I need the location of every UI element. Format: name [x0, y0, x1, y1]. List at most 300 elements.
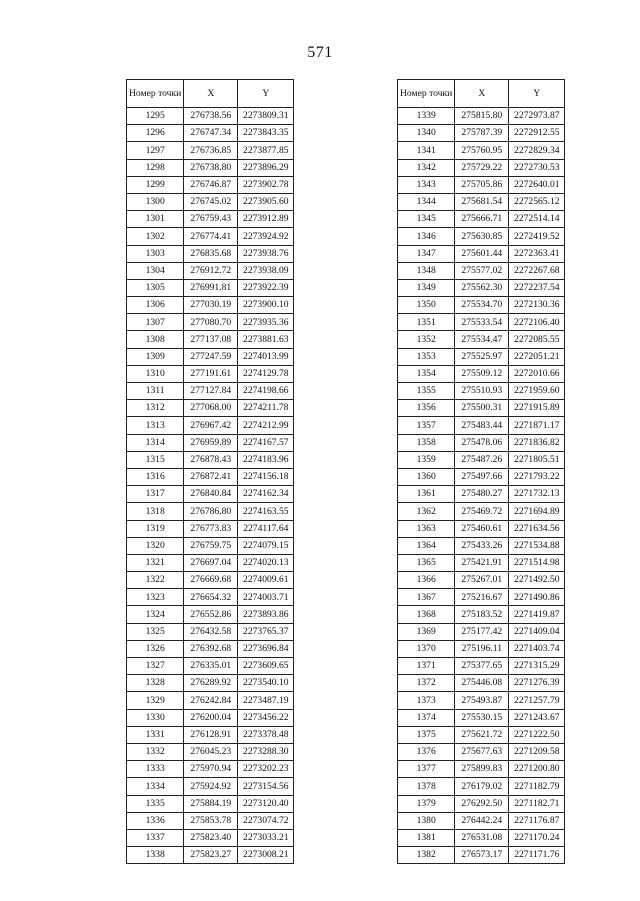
cell-point-number: 1342 — [398, 159, 455, 176]
table-row — [398, 589, 565, 606]
cell-y: 2272267.68 — [509, 262, 565, 279]
cell-x: 275196.11 — [455, 640, 509, 657]
table-row — [127, 709, 294, 726]
cell-y: 2273843.35 — [238, 125, 294, 142]
cell-x: 276738.80 — [184, 159, 238, 176]
cell-x: 275530.15 — [455, 709, 509, 726]
cell-point-number: 1319 — [127, 520, 184, 537]
table-row — [127, 623, 294, 640]
cell-y: 2273120.40 — [238, 795, 294, 812]
cell-y: 2272640.01 — [509, 176, 565, 193]
cell-y: 2272565.12 — [509, 193, 565, 210]
cell-y: 2273809.31 — [238, 108, 294, 125]
cell-y: 2272237.54 — [509, 279, 565, 296]
cell-point-number: 1339 — [398, 108, 455, 125]
cell-point-number: 1374 — [398, 709, 455, 726]
table-row — [127, 468, 294, 485]
cell-x: 276432.58 — [184, 623, 238, 640]
cell-point-number: 1345 — [398, 211, 455, 228]
cell-x: 276669.68 — [184, 572, 238, 589]
cell-y: 2273924.92 — [238, 228, 294, 245]
table-row — [127, 314, 294, 331]
table-row — [127, 675, 294, 692]
cell-point-number: 1317 — [127, 486, 184, 503]
cell-y: 2271490.86 — [509, 589, 565, 606]
cell-point-number: 1354 — [398, 365, 455, 382]
table-row — [127, 537, 294, 554]
cell-point-number: 1327 — [127, 658, 184, 675]
cell-point-number: 1323 — [127, 589, 184, 606]
cell-y: 2271176.87 — [509, 812, 565, 829]
cell-x: 275510.93 — [455, 383, 509, 400]
cell-point-number: 1308 — [127, 331, 184, 348]
table-row — [127, 434, 294, 451]
cell-point-number: 1338 — [127, 847, 184, 864]
cell-point-number: 1378 — [398, 778, 455, 795]
cell-point-number: 1364 — [398, 537, 455, 554]
cell-x: 276697.04 — [184, 554, 238, 571]
cell-y: 2272010.66 — [509, 365, 565, 382]
cell-x: 275729.22 — [455, 159, 509, 176]
table-row — [127, 503, 294, 520]
cell-point-number: 1324 — [127, 606, 184, 623]
cell-x: 276179.02 — [455, 778, 509, 795]
cell-point-number: 1353 — [398, 348, 455, 365]
cell-x: 276200.04 — [184, 709, 238, 726]
table-row — [398, 640, 565, 657]
cell-point-number: 1325 — [127, 623, 184, 640]
cell-x: 276967.42 — [184, 417, 238, 434]
table-row — [127, 365, 294, 382]
table-row — [398, 348, 565, 365]
cell-point-number: 1357 — [398, 417, 455, 434]
table-row — [398, 761, 565, 778]
header-y: Y — [238, 80, 294, 108]
table-row — [398, 193, 565, 210]
cell-point-number: 1328 — [127, 675, 184, 692]
cell-point-number: 1380 — [398, 812, 455, 829]
cell-y: 2274003.71 — [238, 589, 294, 606]
cell-y: 2272106.40 — [509, 314, 565, 331]
table-row — [398, 417, 565, 434]
table-row — [127, 125, 294, 142]
cell-x: 275478.06 — [455, 434, 509, 451]
cell-point-number: 1361 — [398, 486, 455, 503]
cell-x: 275577.02 — [455, 262, 509, 279]
table-row — [127, 778, 294, 795]
cell-y: 2272973.87 — [509, 108, 565, 125]
page-number: 571 — [307, 44, 333, 61]
cell-point-number: 1299 — [127, 176, 184, 193]
cell-point-number: 1359 — [398, 451, 455, 468]
cell-point-number: 1298 — [127, 159, 184, 176]
coordinates-table-left — [126, 79, 294, 864]
table-row — [398, 365, 565, 382]
cell-x: 276745.02 — [184, 193, 238, 210]
table-row — [127, 554, 294, 571]
cell-point-number: 1335 — [127, 795, 184, 812]
table-row — [127, 847, 294, 864]
cell-y: 2273609.65 — [238, 658, 294, 675]
table-row — [127, 383, 294, 400]
cell-y: 2271871.17 — [509, 417, 565, 434]
cell-y: 2272912.55 — [509, 125, 565, 142]
cell-point-number: 1300 — [127, 193, 184, 210]
cell-point-number: 1349 — [398, 279, 455, 296]
cell-y: 2274167.57 — [238, 434, 294, 451]
cell-point-number: 1340 — [398, 125, 455, 142]
cell-point-number: 1377 — [398, 761, 455, 778]
cell-y: 2271170.24 — [509, 829, 565, 846]
table-row — [127, 640, 294, 657]
cell-y: 2274162.34 — [238, 486, 294, 503]
cell-point-number: 1379 — [398, 795, 455, 812]
cell-point-number: 1309 — [127, 348, 184, 365]
cell-x: 276552.86 — [184, 606, 238, 623]
table-row — [127, 726, 294, 743]
cell-x: 276878.43 — [184, 451, 238, 468]
cell-x: 275705.86 — [455, 176, 509, 193]
cell-y: 2272130.36 — [509, 297, 565, 314]
cell-point-number: 1313 — [127, 417, 184, 434]
table-row — [127, 572, 294, 589]
cell-point-number: 1330 — [127, 709, 184, 726]
cell-point-number: 1295 — [127, 108, 184, 125]
cell-point-number: 1332 — [127, 743, 184, 760]
cell-point-number: 1296 — [127, 125, 184, 142]
cell-x: 276738.56 — [184, 108, 238, 125]
table-row — [127, 400, 294, 417]
cell-point-number: 1358 — [398, 434, 455, 451]
cell-x: 275216.67 — [455, 589, 509, 606]
table-row — [127, 176, 294, 193]
cell-y: 2272829.34 — [509, 142, 565, 159]
table-row — [398, 709, 565, 726]
cell-point-number: 1347 — [398, 245, 455, 262]
table-row — [127, 589, 294, 606]
table-row — [127, 142, 294, 159]
table-row — [398, 537, 565, 554]
cell-y: 2274079.15 — [238, 537, 294, 554]
cell-point-number: 1346 — [398, 228, 455, 245]
table-header-row — [398, 80, 565, 108]
cell-x: 275823.40 — [184, 829, 238, 846]
table-row — [127, 279, 294, 296]
cell-x: 277247.59 — [184, 348, 238, 365]
cell-x: 276531.08 — [455, 829, 509, 846]
cell-x: 275377.65 — [455, 658, 509, 675]
cell-y: 2274129.78 — [238, 365, 294, 382]
cell-x: 275853.78 — [184, 812, 238, 829]
cell-point-number: 1320 — [127, 537, 184, 554]
table-row — [127, 211, 294, 228]
cell-x: 275823.27 — [184, 847, 238, 864]
table-row — [398, 829, 565, 846]
cell-y: 2274117.64 — [238, 520, 294, 537]
cell-point-number: 1343 — [398, 176, 455, 193]
table-row — [398, 228, 565, 245]
cell-point-number: 1350 — [398, 297, 455, 314]
cell-y: 2274156.18 — [238, 468, 294, 485]
cell-y: 2272419.52 — [509, 228, 565, 245]
table-row — [398, 520, 565, 537]
cell-y: 2271222.50 — [509, 726, 565, 743]
table-row — [127, 245, 294, 262]
cell-y: 2272051.21 — [509, 348, 565, 365]
header-point-number: Номер точки — [127, 80, 184, 108]
cell-point-number: 1373 — [398, 692, 455, 709]
cell-x: 277068.00 — [184, 400, 238, 417]
cell-y: 2271514.98 — [509, 554, 565, 571]
cell-x: 275509.12 — [455, 365, 509, 382]
cell-x: 275681.54 — [455, 193, 509, 210]
cell-y: 2271243.67 — [509, 709, 565, 726]
cell-y: 2274009.61 — [238, 572, 294, 589]
table-row — [398, 692, 565, 709]
cell-y: 2271534.88 — [509, 537, 565, 554]
cell-point-number: 1352 — [398, 331, 455, 348]
cell-x: 276442.24 — [455, 812, 509, 829]
cell-point-number: 1303 — [127, 245, 184, 262]
table-row — [398, 658, 565, 675]
table-row — [398, 383, 565, 400]
cell-point-number: 1329 — [127, 692, 184, 709]
cell-x: 276959.89 — [184, 434, 238, 451]
table-row — [127, 108, 294, 125]
cell-point-number: 1314 — [127, 434, 184, 451]
cell-point-number: 1337 — [127, 829, 184, 846]
cell-x: 275433.26 — [455, 537, 509, 554]
table-row — [398, 314, 565, 331]
cell-x: 275534.47 — [455, 331, 509, 348]
table-row — [127, 520, 294, 537]
cell-point-number: 1331 — [127, 726, 184, 743]
cell-x: 275487.26 — [455, 451, 509, 468]
cell-point-number: 1333 — [127, 761, 184, 778]
cell-y: 2274183.96 — [238, 451, 294, 468]
cell-point-number: 1368 — [398, 606, 455, 623]
cell-x: 275630.85 — [455, 228, 509, 245]
table-row — [127, 829, 294, 846]
cell-x: 275500.31 — [455, 400, 509, 417]
cell-y: 2273696.84 — [238, 640, 294, 657]
cell-y: 2273378.48 — [238, 726, 294, 743]
table-row — [127, 348, 294, 365]
cell-x: 275562.30 — [455, 279, 509, 296]
table-row — [398, 572, 565, 589]
cell-point-number: 1326 — [127, 640, 184, 657]
cell-point-number: 1371 — [398, 658, 455, 675]
cell-x: 276335.01 — [184, 658, 238, 675]
cell-x: 276045.23 — [184, 743, 238, 760]
cell-point-number: 1306 — [127, 297, 184, 314]
cell-point-number: 1315 — [127, 451, 184, 468]
cell-x: 275924.92 — [184, 778, 238, 795]
cell-x: 275760.95 — [455, 142, 509, 159]
cell-point-number: 1318 — [127, 503, 184, 520]
cell-y: 2273900.10 — [238, 297, 294, 314]
cell-point-number: 1372 — [398, 675, 455, 692]
table-header-row — [127, 80, 294, 108]
cell-y: 2273154.56 — [238, 778, 294, 795]
cell-x: 276835.68 — [184, 245, 238, 262]
cell-y: 2273456.22 — [238, 709, 294, 726]
cell-y: 2273938.09 — [238, 262, 294, 279]
cell-x: 275469.72 — [455, 503, 509, 520]
cell-x: 276773.83 — [184, 520, 238, 537]
table-row — [398, 795, 565, 812]
cell-y: 2271694.89 — [509, 503, 565, 520]
cell-x: 275497.66 — [455, 468, 509, 485]
cell-y: 2271634.56 — [509, 520, 565, 537]
table-row — [398, 606, 565, 623]
cell-x: 277127.84 — [184, 383, 238, 400]
header-point-number: Номер точки — [398, 80, 455, 108]
table-row — [127, 193, 294, 210]
cell-point-number: 1365 — [398, 554, 455, 571]
cell-x: 276746.87 — [184, 176, 238, 193]
cell-point-number: 1360 — [398, 468, 455, 485]
cell-point-number: 1316 — [127, 468, 184, 485]
cell-point-number: 1334 — [127, 778, 184, 795]
cell-x: 276292.50 — [455, 795, 509, 812]
cell-y: 2273877.85 — [238, 142, 294, 159]
table-row — [398, 623, 565, 640]
table-row — [127, 297, 294, 314]
cell-point-number: 1369 — [398, 623, 455, 640]
cell-y: 2273896.29 — [238, 159, 294, 176]
cell-x: 275899.83 — [455, 761, 509, 778]
cell-point-number: 1356 — [398, 400, 455, 417]
cell-y: 2271200.80 — [509, 761, 565, 778]
table-body-right — [398, 108, 565, 864]
cell-y: 2273487.19 — [238, 692, 294, 709]
cell-y: 2274198.66 — [238, 383, 294, 400]
header-y: Y — [509, 80, 565, 108]
cell-x: 276573.17 — [455, 847, 509, 864]
cell-x: 275183.52 — [455, 606, 509, 623]
cell-point-number: 1312 — [127, 400, 184, 417]
cell-y: 2273202.23 — [238, 761, 294, 778]
cell-y: 2271959.60 — [509, 383, 565, 400]
cell-point-number: 1348 — [398, 262, 455, 279]
cell-x: 275421.91 — [455, 554, 509, 571]
cell-y: 2271492.50 — [509, 572, 565, 589]
cell-point-number: 1367 — [398, 589, 455, 606]
cell-y: 2273912.89 — [238, 211, 294, 228]
table-row — [398, 778, 565, 795]
cell-point-number: 1344 — [398, 193, 455, 210]
cell-y: 2273922.39 — [238, 279, 294, 296]
cell-point-number: 1307 — [127, 314, 184, 331]
cell-x: 276774.41 — [184, 228, 238, 245]
cell-y: 2272514.14 — [509, 211, 565, 228]
table-row — [398, 468, 565, 485]
cell-y: 2271732.13 — [509, 486, 565, 503]
table-row — [127, 451, 294, 468]
cell-x: 276392.68 — [184, 640, 238, 657]
cell-x: 276736.85 — [184, 142, 238, 159]
table-row — [127, 761, 294, 778]
cell-y: 2273033.21 — [238, 829, 294, 846]
table-row — [398, 245, 565, 262]
table-row — [398, 331, 565, 348]
cell-x: 276991.81 — [184, 279, 238, 296]
cell-point-number: 1322 — [127, 572, 184, 589]
table-row — [127, 486, 294, 503]
table-row — [398, 108, 565, 125]
cell-x: 276840.84 — [184, 486, 238, 503]
cell-x: 275533.54 — [455, 314, 509, 331]
cell-y: 2273935.36 — [238, 314, 294, 331]
cell-y: 2271805.51 — [509, 451, 565, 468]
cell-y: 2271209.58 — [509, 743, 565, 760]
table-row — [398, 125, 565, 142]
cell-point-number: 1370 — [398, 640, 455, 657]
table-row — [127, 228, 294, 245]
cell-point-number: 1376 — [398, 743, 455, 760]
cell-y: 2271257.79 — [509, 692, 565, 709]
table-row — [398, 211, 565, 228]
cell-x: 276654.32 — [184, 589, 238, 606]
table-body-left — [127, 108, 294, 864]
table-row — [398, 743, 565, 760]
cell-x: 275677.63 — [455, 743, 509, 760]
cell-point-number: 1305 — [127, 279, 184, 296]
table-row — [398, 726, 565, 743]
cell-y: 2272730.53 — [509, 159, 565, 176]
table-row — [398, 451, 565, 468]
cell-x: 275493.87 — [455, 692, 509, 709]
table-row — [127, 692, 294, 709]
cell-x: 276759.43 — [184, 211, 238, 228]
cell-x: 275787.39 — [455, 125, 509, 142]
cell-point-number: 1363 — [398, 520, 455, 537]
cell-y: 2271836.82 — [509, 434, 565, 451]
cell-point-number: 1366 — [398, 572, 455, 589]
cell-x: 275446.08 — [455, 675, 509, 692]
table-row — [398, 434, 565, 451]
cell-x: 275601.44 — [455, 245, 509, 262]
table-row — [127, 812, 294, 829]
table-row — [127, 795, 294, 812]
cell-x: 276872.41 — [184, 468, 238, 485]
table-row — [398, 675, 565, 692]
table-row — [398, 554, 565, 571]
cell-y: 2271409.04 — [509, 623, 565, 640]
cell-y: 2271171.76 — [509, 847, 565, 864]
table-row — [398, 142, 565, 159]
cell-point-number: 1321 — [127, 554, 184, 571]
cell-point-number: 1382 — [398, 847, 455, 864]
cell-y: 2274212.99 — [238, 417, 294, 434]
cell-y: 2273288.30 — [238, 743, 294, 760]
cell-x: 276912.72 — [184, 262, 238, 279]
table-row — [127, 262, 294, 279]
table-row — [127, 159, 294, 176]
cell-y: 2272363.41 — [509, 245, 565, 262]
table-row — [398, 297, 565, 314]
cell-x: 275177.42 — [455, 623, 509, 640]
cell-y: 2274020.13 — [238, 554, 294, 571]
header-x: X — [184, 80, 238, 108]
cell-y: 2271793.22 — [509, 468, 565, 485]
cell-x: 275534.70 — [455, 297, 509, 314]
table-row — [398, 262, 565, 279]
table-row — [398, 486, 565, 503]
header-x: X — [455, 80, 509, 108]
cell-point-number: 1362 — [398, 503, 455, 520]
